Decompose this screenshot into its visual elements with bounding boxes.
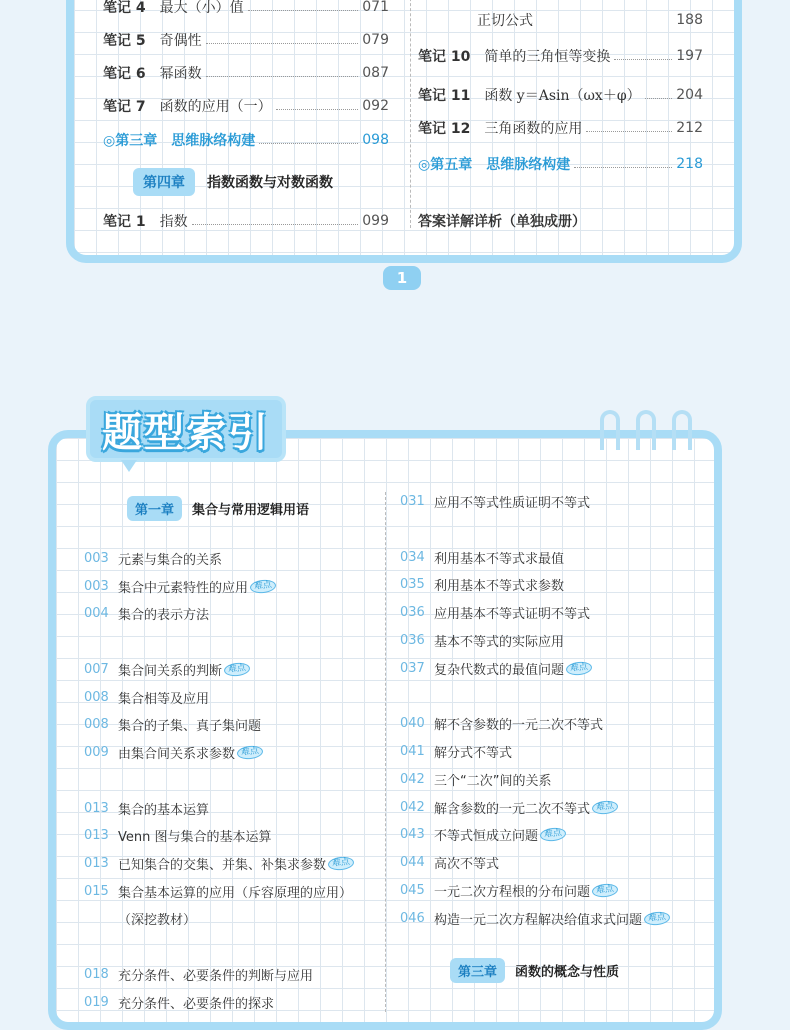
chapter-pill: 第一章: [127, 496, 182, 521]
toc-label: 笔记 12: [418, 121, 471, 137]
difficulty-tag-icon: 难点: [565, 660, 592, 676]
toc-entry[interactable]: [418, 46, 703, 66]
question-page-number: 004: [84, 605, 109, 621]
leader-dots: [276, 109, 359, 110]
difficulty-tag-icon: 难点: [591, 882, 618, 898]
question-type-title: 由集合间关系求参数: [118, 746, 236, 762]
toc-entry[interactable]: [103, 211, 389, 231]
difficulty-tag-icon: 难点: [223, 661, 250, 677]
section-title: 题型索引: [102, 409, 270, 456]
toc-entry[interactable]: [477, 10, 703, 30]
question-type-item[interactable]: [84, 576, 276, 596]
question-type-title: 利用基本不等式求最值: [434, 551, 565, 567]
toc-page-number: 197: [676, 48, 703, 64]
question-page-number: 036: [400, 604, 425, 620]
question-type-item[interactable]: [84, 992, 274, 1012]
question-type-title: 集合基本运算的应用（斥容原理的应用）: [118, 885, 353, 901]
toc-page-number: 092: [362, 98, 389, 114]
difficulty-tag-icon: 难点: [249, 578, 276, 594]
chapter-title: 集合与常用逻辑用语: [192, 503, 310, 518]
question-type-item[interactable]: [84, 714, 261, 734]
question-type-title: 复杂代数式的最值问题: [434, 662, 565, 678]
question-type-title: 应用基本不等式证明不等式: [434, 606, 591, 622]
toc-label: 笔记 6: [103, 66, 146, 82]
question-type-title: 充分条件、必要条件的探求: [118, 996, 275, 1012]
question-type-item[interactable]: [400, 574, 564, 594]
question-type-title: 已知集合的交集、并集、补集求参数: [118, 857, 327, 873]
question-page-number: 018: [84, 966, 109, 982]
question-type-item[interactable]: [400, 547, 564, 567]
question-page-number: 037: [400, 660, 425, 676]
difficulty-tag-icon: 难点: [643, 910, 670, 926]
question-type-title: 解分式不等式: [434, 745, 513, 761]
question-type-item[interactable]: [400, 602, 590, 622]
toc-label: 笔记 5: [103, 33, 146, 49]
question-type-title: 高次不等式: [434, 856, 500, 872]
chapter-title: 函数的概念与性质: [515, 965, 620, 980]
column-divider: [385, 492, 386, 1012]
difficulty-tag-icon: 难点: [539, 826, 566, 842]
leader-dots: [248, 10, 359, 11]
question-type-item[interactable]: [400, 491, 590, 511]
toc-chapter-summary[interactable]: [418, 154, 703, 174]
question-type-title: 一元二次方程根的分布问题: [434, 884, 591, 900]
question-type-title: 集合间关系的判断: [118, 663, 223, 679]
question-type-title: 基本不等式的实际应用: [434, 634, 565, 650]
toc-page-number: 099: [362, 213, 389, 229]
question-page-number: 045: [400, 882, 425, 898]
difficulty-tag-icon: 难点: [327, 855, 354, 871]
binder-ring-icon: [672, 410, 692, 450]
leader-dots: [645, 98, 673, 99]
section-title-banner: [86, 396, 286, 462]
toc-page-number: 188: [676, 12, 703, 28]
toc-page-number: 071: [362, 0, 389, 15]
question-type-title: 元素与集合的关系: [118, 552, 223, 568]
question-page-number: 036: [400, 632, 425, 648]
toc-label: 笔记 7: [103, 99, 146, 115]
toc-entry[interactable]: [103, 63, 389, 83]
question-type-item[interactable]: [84, 908, 196, 928]
chapter-heading: [127, 496, 309, 521]
toc-page-number: 087: [362, 65, 389, 81]
leader-dots: [614, 59, 672, 60]
question-type-item[interactable]: [84, 881, 352, 901]
page-number-badge: 1: [383, 266, 421, 290]
question-type-item[interactable]: [400, 658, 592, 678]
leader-dots: [586, 131, 672, 132]
question-type-item[interactable]: [400, 713, 603, 733]
question-type-item[interactable]: [400, 908, 670, 928]
question-page-number: 013: [84, 855, 109, 871]
toc-label: 笔记 11: [418, 88, 471, 104]
question-page-number: 008: [84, 716, 109, 732]
question-type-title: 集合中元素特性的应用: [118, 580, 249, 596]
question-type-title: 集合相等及应用: [118, 691, 210, 707]
question-page-number: 003: [84, 550, 109, 566]
question-type-title: 充分条件、必要条件的判断与应用: [118, 968, 314, 984]
question-type-item[interactable]: [84, 964, 313, 984]
leader-dots: [206, 43, 359, 44]
question-type-item[interactable]: [84, 687, 209, 707]
question-page-number: 035: [400, 576, 425, 592]
question-type-title: （深挖教材）: [118, 912, 197, 928]
toc-entry[interactable]: [418, 118, 703, 138]
chapter-pill: 第四章: [133, 168, 195, 196]
question-page-number: 031: [400, 493, 425, 509]
binder-ring-icon: [600, 410, 620, 450]
leader-dots: [537, 23, 672, 24]
toc-page-number: 204: [676, 87, 703, 103]
question-page-number: 034: [400, 549, 425, 565]
toc-label: ◎第五章: [418, 157, 473, 173]
question-page-number: 007: [84, 661, 109, 677]
question-page-number: 043: [400, 826, 425, 842]
toc-page-number: 098: [362, 132, 389, 148]
chapter-pill: 第三章: [450, 958, 505, 983]
toc-title: 指数: [159, 214, 188, 230]
question-page-number: 008: [84, 689, 109, 705]
toc-page-number: 218: [676, 156, 703, 172]
question-type-item[interactable]: [84, 853, 354, 873]
chapter-heading: [450, 958, 619, 983]
question-type-title: 不等式恒成立问题: [434, 828, 539, 844]
toc-entry[interactable]: [103, 30, 389, 50]
toc-title: 最大（小）值: [159, 0, 244, 16]
question-type-item[interactable]: [400, 741, 512, 761]
banner-pointer: [121, 460, 137, 472]
question-type-title: 解不含参数的一元二次不等式: [434, 717, 604, 733]
question-type-item[interactable]: [400, 852, 499, 872]
question-type-item[interactable]: [400, 880, 618, 900]
leader-dots: [206, 76, 359, 77]
toc-page-number: 212: [676, 120, 703, 136]
difficulty-tag-icon: 难点: [591, 799, 618, 815]
chapter-heading: [133, 168, 333, 196]
question-type-title: 集合的表示方法: [118, 607, 210, 623]
question-type-item[interactable]: [400, 824, 566, 844]
question-type-item[interactable]: [84, 825, 272, 845]
question-page-number: 044: [400, 854, 425, 870]
toc-title: 正切公式: [477, 13, 533, 29]
question-page-number: 015: [84, 883, 109, 899]
question-page-number: 003: [84, 578, 109, 594]
toc-label: ◎第三章: [103, 133, 158, 149]
question-page-number: 042: [400, 799, 425, 815]
toc-title: 幂函数: [159, 66, 202, 82]
toc-label: 笔记 1: [103, 214, 146, 230]
toc-page-number: 079: [362, 32, 389, 48]
toc-entry[interactable]: [103, 96, 389, 116]
question-type-item[interactable]: [84, 659, 250, 679]
column-divider: [410, 0, 411, 228]
leader-dots: [192, 224, 359, 225]
question-type-title: 应用不等式性质证明不等式: [434, 495, 591, 511]
toc-label: 笔记 4: [103, 0, 146, 16]
question-type-title: 集合的子集、真子集问题: [118, 718, 262, 734]
question-page-number: 041: [400, 743, 425, 759]
question-type-item[interactable]: [84, 548, 222, 568]
question-page-number: 013: [84, 800, 109, 816]
toc-title: 奇偶性: [159, 33, 202, 49]
question-page-number: 042: [400, 771, 425, 787]
question-type-item[interactable]: [84, 798, 209, 818]
binder-ring-icon: [636, 410, 656, 450]
question-page-number: 040: [400, 715, 425, 731]
question-type-title: 解含参数的一元二次不等式: [434, 801, 591, 817]
question-page-number: 019: [84, 994, 109, 1010]
answer-note-text: 答案详解详析（单独成册）: [418, 214, 586, 230]
question-type-item[interactable]: [400, 630, 564, 650]
leader-dots: [574, 167, 672, 168]
toc-title: 思维脉络构建: [171, 133, 256, 149]
toc-entry[interactable]: [103, 0, 389, 17]
toc-label: 笔记 10: [418, 49, 471, 65]
toc-title: 三角函数的应用: [484, 121, 583, 137]
question-type-item[interactable]: [400, 769, 551, 789]
question-type-title: 利用基本不等式求参数: [434, 578, 565, 594]
question-type-item[interactable]: [400, 797, 618, 817]
toc-entry[interactable]: [418, 85, 703, 105]
question-type-title: 三个“二次”间的关系: [434, 773, 552, 789]
question-type-title: 集合的基本运算: [118, 802, 210, 818]
question-type-title: 构造一元二次方程解决给值求式问题: [434, 912, 643, 928]
question-page-number: 009: [84, 744, 109, 760]
question-type-item[interactable]: [84, 742, 263, 762]
question-page-number: 013: [84, 827, 109, 843]
question-type-title: Venn 图与集合的基本运算: [118, 829, 272, 845]
chapter-title: 指数函数与对数函数: [207, 175, 333, 191]
toc-title: 思维脉络构建: [486, 157, 571, 173]
leader-dots: [259, 143, 358, 144]
answer-note: [418, 211, 586, 231]
toc-chapter-summary[interactable]: [103, 130, 389, 150]
question-page-number: 046: [400, 910, 425, 926]
toc-title: 函数 y＝Asin（ωx＋φ）: [484, 88, 641, 104]
question-type-item[interactable]: [84, 603, 209, 623]
toc-title: 函数的应用（一）: [159, 99, 272, 115]
toc-title: 简单的三角恒等变换: [484, 49, 611, 65]
difficulty-tag-icon: 难点: [236, 744, 263, 760]
